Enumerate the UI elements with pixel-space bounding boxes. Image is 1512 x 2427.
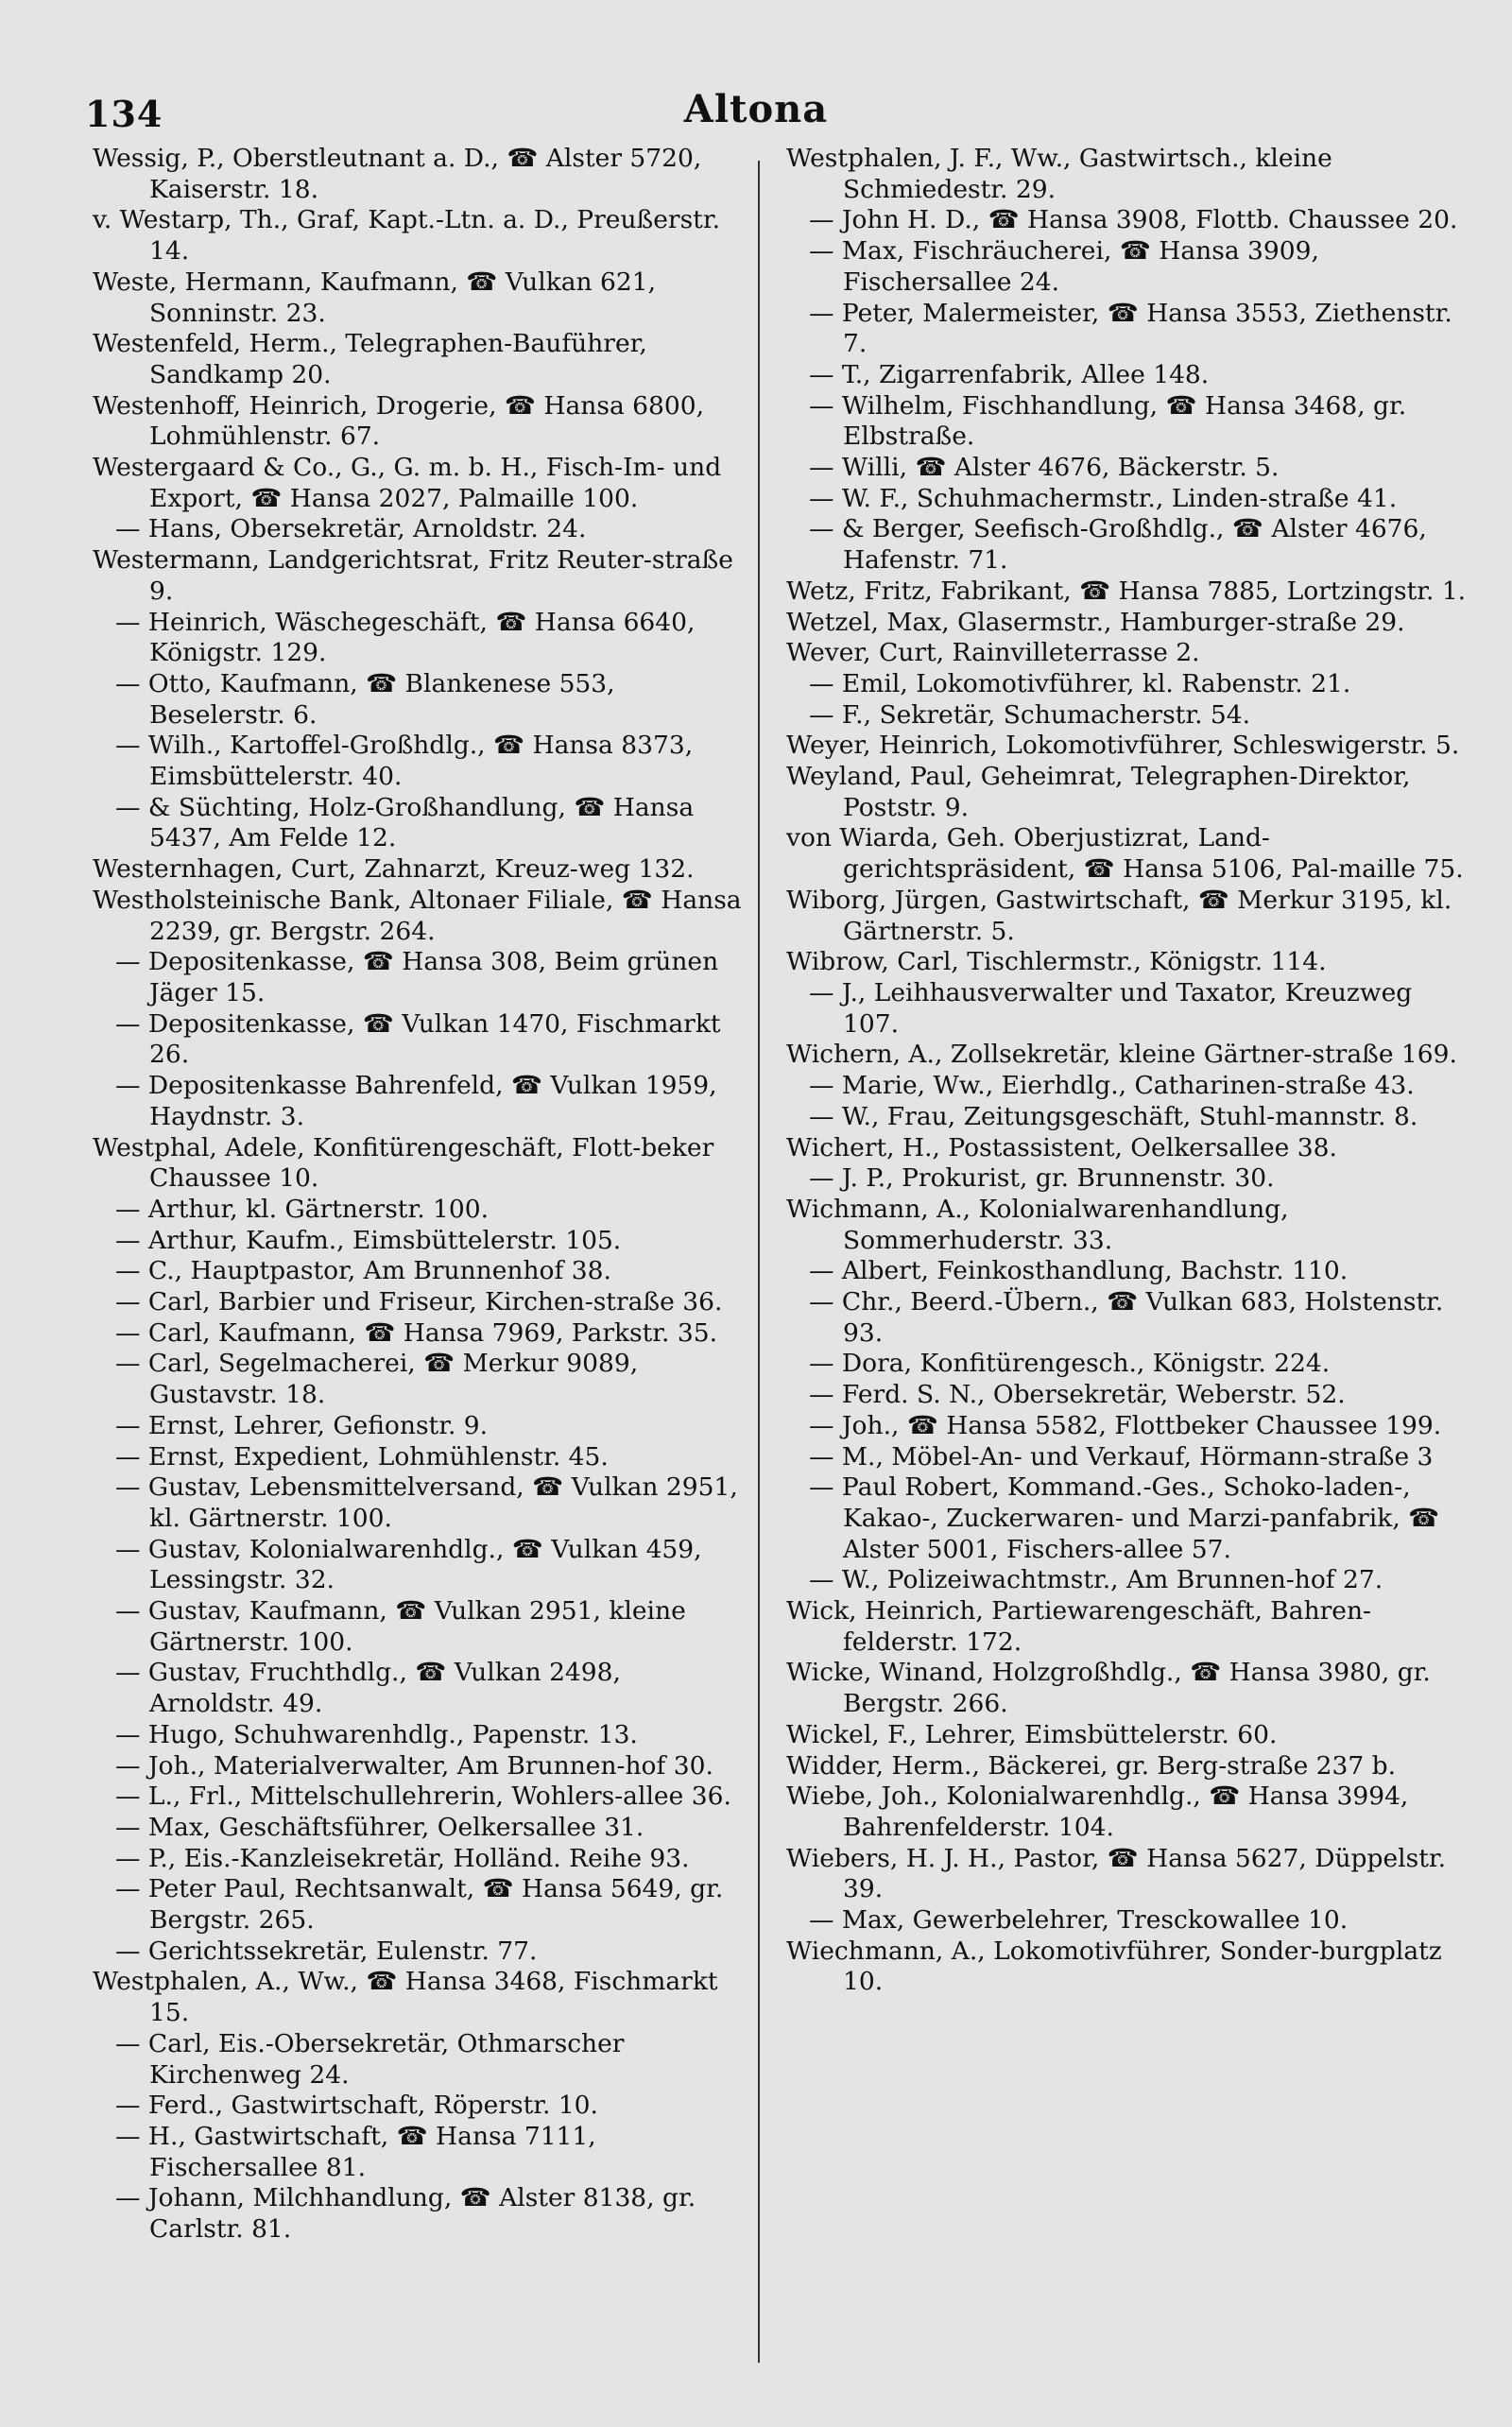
directory-entry: — Peter Paul, Rechtsanwalt, ☎ Hansa 5649, gr. Bergstr. 265.	[115, 1874, 724, 1936]
directory-entry: — Carl, Eis.-Obersekretär, Othmarscher Kirchenweg 24.	[115, 2028, 625, 2090]
directory-entry: — M., Möbel-An- und Verkauf, Hörmann-straße 3	[809, 1441, 1434, 1472]
directory-entry: — Gustav, Kaufmann, ☎ Vulkan 2951, kleine Gärtnerstr. 100.	[115, 1596, 686, 1657]
directory-entry: — Peter, Malermeister, ☎ Hansa 3553, Ziethenstr. 7.	[809, 298, 1452, 359]
directory-entry: — Ernst, Expedient, Lohmühlenstr. 45.	[115, 1441, 609, 1472]
directory-entry: Wever, Curt, Rainvilleterrasse 2.	[786, 638, 1200, 668]
directory-entry: Westernhagen, Curt, Zahnarzt, Kreuz-weg 132.	[93, 854, 695, 885]
directory-entry: — Depositenkasse, ☎ Hansa 308, Beim grünen Jäger 15.	[115, 947, 719, 1007]
directory-entry: — Hans, Obersekretär, Arnoldstr. 24.	[115, 514, 587, 544]
directory-entry: Westenfeld, Herm., Telegraphen-Bauführer, Sandkamp 20.	[93, 329, 647, 389]
directory-entry: — Paul Robert, Kommand.-Ges., Schoko-laden-, Kakao-, Zuckerwaren- und Marzi-panfabrik, ☎ Alster 5001, Fischers-allee 57.	[809, 1472, 1440, 1564]
directory-entry: — Depositenkasse Bahrenfeld, ☎ Vulkan 1959, Haydnstr. 3.	[115, 1071, 717, 1131]
directory-entry: — W. F., Schuhmachermstr., Linden-straße 41.	[809, 483, 1398, 513]
directory-entry: — Carl, Segelmacherei, ☎ Merkur 9089, Gustavstr. 18.	[115, 1349, 639, 1410]
directory-entry: Wichert, H., Postassistent, Oelkersallee 38.	[786, 1132, 1337, 1162]
directory-entry: v. Westarp, Th., Graf, Kapt.-Ltn. a. D., Preußerstr. 14.	[93, 205, 721, 267]
directory-entry: Wicke, Winand, Holzgroßhdlg., ☎ Hansa 3980, gr. Bergstr. 266.	[786, 1658, 1431, 1719]
directory-entry: — Max, Fischräucherei, ☎ Hansa 3909, Fischersallee 24.	[809, 236, 1319, 297]
directory-entry: — Carl, Kaufmann, ☎ Hansa 7969, Parkstr. 35.	[115, 1317, 718, 1348]
directory-entry: — Wilhelm, Fischhandlung, ☎ Hansa 3468, gr. Elbstraße.	[809, 390, 1407, 452]
directory-entry: — H., Gastwirtschaft, ☎ Hansa 7111, Fischersallee 81.	[115, 2122, 596, 2182]
directory-entry: — Arthur, Kaufm., Eimsbüttelerstr. 105.	[115, 1225, 622, 1255]
directory-entry: von Wiarda, Geh. Oberjustizrat, Land-gerichtspräsident, ☎ Hansa 5106, Pal-maille 75.	[786, 823, 1464, 885]
directory-entry: — J. P., Prokurist, gr. Brunnenstr. 30.	[809, 1163, 1275, 1194]
directory-entry: — & Süchting, Holz-Großhandlung, ☎ Hansa 5437, Am Felde 12.	[115, 792, 695, 853]
directory-entry: — F., Sekretär, Schumacherstr. 54.	[809, 699, 1251, 730]
directory-entry: — Dora, Konfitürengesch., Königstr. 224.	[809, 1349, 1331, 1379]
directory-entry: — Max, Geschäftsführer, Oelkersallee 31.	[115, 1812, 644, 1842]
directory-entry: — Joh., ☎ Hansa 5582, Flottbeker Chaussee 199.	[809, 1410, 1442, 1440]
right-column	[786, 144, 1467, 1998]
directory-entry: Wiebe, Joh., Kolonialwarenhdlg., ☎ Hansa 3994, Bahrenfelderstr. 104.	[786, 1782, 1409, 1842]
directory-entry: Weyer, Heinrich, Lokomotivführer, Schleswigerstr. 5.	[786, 731, 1460, 761]
directory-entry: Westphalen, J. F., Ww., Gastwirtsch., kleine Schmiedestr. 29.	[786, 144, 1332, 204]
directory-entry: Wichern, A., Zollsekretär, kleine Gärtner-straße 169.	[786, 1040, 1457, 1070]
directory-entry: — Willi, ☎ Alster 4676, Bäckerstr. 5.	[809, 453, 1280, 483]
directory-entry: — C., Hauptpastor, Am Brunnenhof 38.	[115, 1256, 611, 1286]
left-column	[93, 144, 745, 2246]
directory-entry: — Otto, Kaufmann, ☎ Blankenese 553, Beselerstr. 6.	[115, 668, 615, 730]
directory-entry: Westermann, Landgerichtsrat, Fritz Reuter-straße 9.	[93, 545, 733, 606]
directory-entry: — J., Leihhausverwalter und Taxator, Kreuzweg 107.	[809, 977, 1413, 1039]
directory-entry: Wibrow, Carl, Tischlermstr., Königstr. 114.	[786, 947, 1327, 977]
directory-entry: — Albert, Feinkosthandlung, Bachstr. 110.	[809, 1256, 1349, 1286]
directory-entry: Westphalen, A., Ww., ☎ Hansa 3468, Fischmarkt 15.	[93, 1967, 718, 2028]
directory-entry: — Ferd. S. N., Obersekretär, Weberstr. 52.	[809, 1380, 1346, 1410]
directory-entry: Wiebers, H. J. H., Pastor, ☎ Hansa 5627, Düppelstr. 39.	[786, 1843, 1447, 1904]
directory-entry: Weste, Hermann, Kaufmann, ☎ Vulkan 621, Sonninstr. 23.	[93, 267, 657, 328]
directory-entry: Wickel, F., Lehrer, Eimsbüttelerstr. 60.	[786, 1719, 1278, 1749]
directory-entry: — Emil, Lokomotivführer, kl. Rabenstr. 21.	[809, 668, 1351, 698]
directory-entry: Westholsteinische Bank, Altonaer Filiale, ☎ Hansa 2239, gr. Bergstr. 264.	[93, 885, 742, 946]
directory-entry: — Max, Gewerbelehrer, Tresckowallee 10.	[809, 1905, 1349, 1936]
directory-entry: Widder, Herm., Bäckerei, gr. Berg-straße 237 b.	[786, 1750, 1397, 1781]
directory-entry: — Ernst, Lehrer, Gefionstr. 9.	[115, 1410, 489, 1440]
directory-entry: Wetzel, Max, Glasermstr., Hamburger-straße 29.	[786, 607, 1405, 637]
directory-entry: Westergaard & Co., G., G. m. b. H., Fisch-Im- und Export, ☎ Hansa 2027, Palmaille 100.	[93, 453, 722, 513]
directory-entry: — W., Frau, Zeitungsgeschäft, Stuhl-mannstr. 8.	[809, 1101, 1418, 1131]
directory-entry: Wick, Heinrich, Partiewarengeschäft, Bahren-felderstr. 172.	[786, 1596, 1372, 1657]
directory-entry: — Gerichtssekretär, Eulenstr. 77.	[115, 1936, 538, 1966]
page-number: 134	[85, 93, 163, 135]
directory-entry: — Joh., Materialverwalter, Am Brunnen-hof 30.	[115, 1750, 713, 1781]
directory-entry: — P., Eis.-Kanzleisekretär, Holländ. Reihe 93.	[115, 1843, 690, 1873]
directory-entry: Wetz, Fritz, Fabrikant, ☎ Hansa 7885, Lortzingstr. 1.	[786, 576, 1467, 606]
directory-entry: Westphal, Adele, Konfitürengeschäft, Flott-beker Chaussee 10.	[93, 1132, 714, 1194]
directory-entry: — Johann, Milchhandlung, ☎ Alster 8138, gr. Carlstr. 81.	[115, 2183, 696, 2245]
directory-entry: Wessig, P., Oberstleutnant a. D., ☎ Alster 5720, Kaiserstr. 18.	[93, 144, 702, 204]
column-divider	[758, 161, 760, 2363]
directory-entry: Wichmann, A., Kolonialwarenhandlung, Sommerhuderstr. 33.	[786, 1194, 1289, 1255]
directory-entry: Wiechmann, A., Lokomotivführer, Sonder-burgplatz 10.	[786, 1936, 1442, 1997]
directory-entry: — & Berger, Seefisch-Großhdlg., ☎ Alster 4676, Hafenstr. 71.	[809, 514, 1427, 576]
directory-entry: — Gustav, Kolonialwarenhdlg., ☎ Vulkan 459, Lessingstr. 32.	[115, 1534, 702, 1595]
directory-entry: — Arthur, kl. Gärtnerstr. 100.	[115, 1194, 490, 1224]
directory-entry: — Hugo, Schuhwarenhdlg., Papenstr. 13.	[115, 1719, 638, 1749]
directory-entry: Weyland, Paul, Geheimrat, Telegraphen-Direktor, Poststr. 9.	[786, 762, 1411, 822]
directory-entry: — Marie, Ww., Eierhdlg., Catharinen-straße 43.	[809, 1071, 1415, 1101]
directory-entry: — Chr., Beerd.-Übern., ☎ Vulkan 683, Holstenstr. 93.	[809, 1287, 1444, 1348]
directory-entry: Westenhoff, Heinrich, Drogerie, ☎ Hansa 6800, Lohmühlenstr. 67.	[93, 390, 705, 452]
directory-entry: — Depositenkasse, ☎ Vulkan 1470, Fischmarkt 26.	[115, 1008, 721, 1070]
directory-entry: — John H. D., ☎ Hansa 3908, Flottb. Chaussee 20.	[809, 205, 1458, 235]
directory-entry: — L., Frl., Mittelschullehrerin, Wohlers-allee 36.	[115, 1782, 731, 1812]
directory-entry: — Heinrich, Wäschegeschäft, ☎ Hansa 6640, Königstr. 129.	[115, 607, 696, 668]
directory-entry: — Gustav, Lebensmittelversand, ☎ Vulkan 2951, kl. Gärtnerstr. 100.	[115, 1472, 738, 1533]
directory-entry: — Gustav, Fruchthdlg., ☎ Vulkan 2498, Arnoldstr. 49.	[115, 1658, 621, 1719]
directory-entry: — T., Zigarrenfabrik, Allee 148.	[809, 359, 1210, 389]
directory-entry: — W., Polizeiwachtmstr., Am Brunnen-hof 27.	[809, 1565, 1383, 1595]
directory-entry: — Wilh., Kartoffel-Großhdlg., ☎ Hansa 8373, Eimsbüttelerstr. 40.	[115, 731, 694, 792]
running-head: Altona	[683, 87, 829, 131]
directory-entry: Wiborg, Jürgen, Gastwirtschaft, ☎ Merkur 3195, kl. Gärtnerstr. 5.	[786, 885, 1452, 946]
directory-entry: — Carl, Barbier und Friseur, Kirchen-straße 36.	[115, 1287, 723, 1317]
directory-entry: — Ferd., Gastwirtschaft, Röperstr. 10.	[115, 2091, 598, 2121]
